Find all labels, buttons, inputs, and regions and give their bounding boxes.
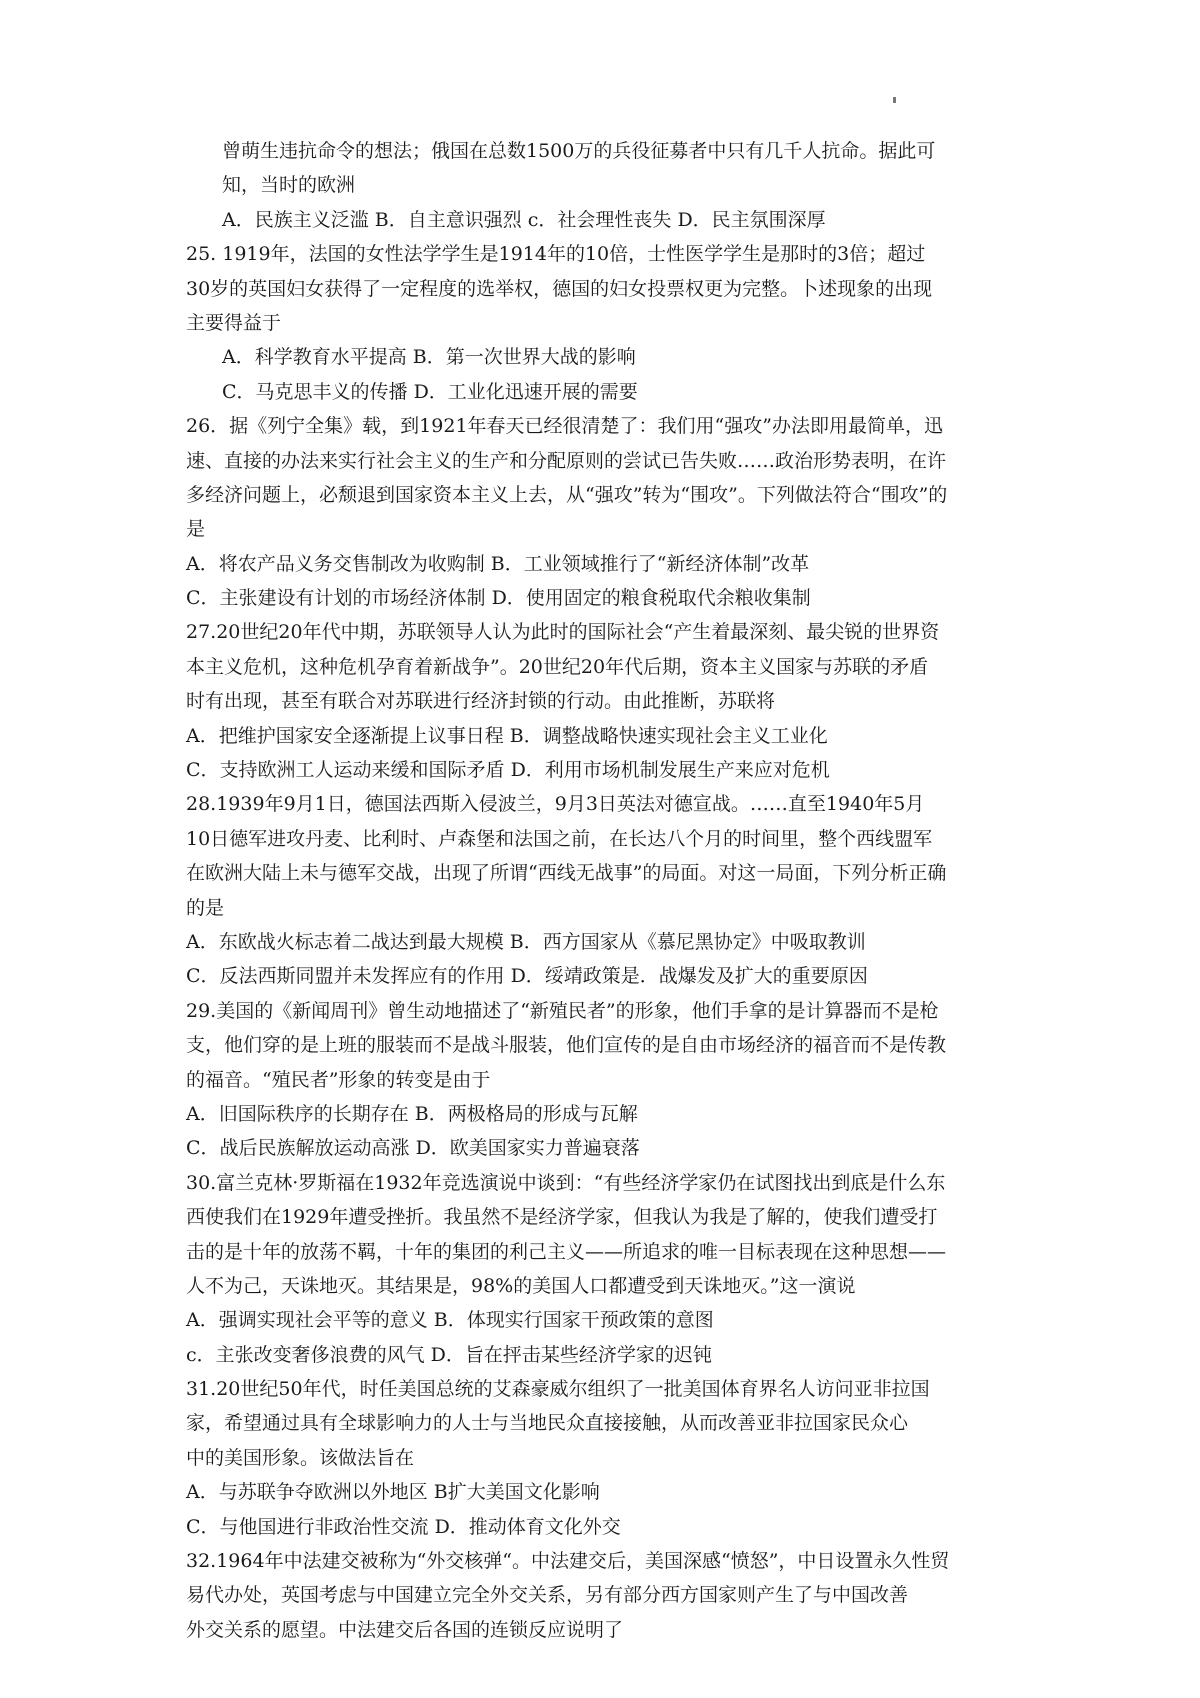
text-line: 31.20世纪50年代，时任美国总统的艾森豪威尔组织了一批美国体育界名人访问亚非拉国 [186,1378,930,1401]
text-line: 多经济问题上，必颓退到国家资本主义上去，从“强攻”转为“围攻”。下列做法符合“围攻”的 [186,483,948,506]
text-line: 26．据《列宁全集》载，到1921年春天已经很清楚了：我们用“强攻”办法即用最简单，迅 [186,415,943,438]
text-line: 支，他们穿的是上班的服装而不是战斗服装，他们宣传的是自由市场经济的福音而不是传教 [186,1034,947,1057]
text-line: 击的是十年的放荡不羁，十年的集团的利己主义——所追求的唯一目标表现在这种思想—— [186,1240,947,1263]
text-line: A．将农产品义务交售制改为收购制 B．工业领域推行了“新经济体制”改革 [186,552,810,575]
text-line: A．与苏联争夺欧洲以外地区 B扩大美国文化影响 [186,1481,600,1504]
text-line: 的是 [186,896,225,919]
question-text-block [186,134,1026,1647]
text-line: A．科学教育水平提高 B．第一次世界大战的影响 [222,346,636,369]
text-line: C．主张建设有计划的市场经济体制 D．使用固定的粮食税取代余粮收集制 [186,587,811,610]
text-line: 25. 1919年，法国的女性法学学生是1914年的10倍，士性医学学生是那时的3倍；超过 [186,243,926,266]
text-line: 是 [186,518,206,541]
text-line: 32.1964年中法建交被称为“外交核弹“。中法建交后，美国深感“愤怒”，中日设置永久性贸 [186,1550,950,1573]
text-line: 30岁的英国妇女获得了一定程度的选举权，德国的妇女投票权更为完整。卜述现象的出现 [186,277,933,300]
text-line: C．反法西斯同盟并未发挥应有的作用 D．绥靖政策是．战爆发及扩大的重要原因 [186,965,868,988]
text-line: 在欧洲大陆上未与德军交战，出现了所谓“西线无战事”的局面。对这一局面，下列分析正确 [186,862,947,885]
text-line: 主要得益于 [186,311,282,334]
text-line: C．与他国进行非政治性交流 D．推动体育文化外交 [186,1515,621,1538]
text-line: 速、直接的办法来实行社会主义的生产和分配原则的尝试已告失败……政治形势表明，在许 [186,449,947,472]
text-line: 的福音。“殖民者”形象的转变是由于 [186,1068,491,1091]
text-line: 29.美国的《新闻周刊》曾生动地描述了“新殖民者”的形象，他们手拿的是计算器而不是枪 [186,999,939,1022]
text-line: A．民族主义泛滥 B．自主意识强烈 c．社会理性丧失 D．民主氛围深厚 [222,208,826,231]
text-line: 家，希望通过具有全球影响力的人士与当地民众直接接触，从而改善亚非拉国家民众心 [186,1412,909,1435]
text-line: c．主张改变奢侈浪费的风气 D．旨在抨击某些经济学家的迟钝 [186,1343,712,1366]
text-line: C．支持欧洲工人运动来缓和国际矛盾 D．利用市场机制发展生产来应对危机 [186,759,830,782]
text-line: A．东欧战火标志着二战达到最大规模 B．西方国家从《慕尼黑协定》中吸取教训 [186,930,866,953]
text-line: A．把维护国家安全逐渐提上议事日程 B．调整战略快速实现社会主义工业化 [186,724,828,747]
text-line: 28.1939年9月1日，德国法西斯入侵波兰，9月3日英法对德宣战。……直至1940年5月 [186,793,925,816]
text-line: C．战后民族解放运动高涨 D．欧美国家实力普遍衰落 [186,1137,640,1160]
text-line: 外交关系的愿望。中法建交后各国的连锁反应说明了 [186,1618,624,1641]
text-line: 西使我们在1929年遭受挫折。我虽然不是经济学家，但我认为我是了解的，使我们遭受打 [186,1206,938,1229]
text-line: 曾萌生违抗命令的想法；俄国在总数1500万的兵役征募者中只有几千人抗命。据此可 [222,140,936,162]
text-line: 易代办处，英国考虑与中国建立完全外交关系，另有部分西方国家则产生了与中国改善 [186,1584,909,1607]
text-line: A．强调实现社会平等的意义 B．体现实行国家干预政策的意图 [186,1309,714,1332]
page-mark [893,97,896,103]
text-line: 10日德军进攻丹麦、比利时、卢森堡和法国之前，在长达八个月的时间里，整个西线盟军 [186,827,933,850]
text-line: C．马克思丰义的传播 D．工业化迅速开展的需要 [222,380,638,403]
text-line: 知，当时的欧洲 [222,174,356,197]
text-line: 27.20世纪20年代中期，苏联领导人认为此时的国际社会“产生着最深刻、最尖锐的世界资 [186,621,940,644]
text-line: 30.富兰克林·罗斯福在1932年竞选演说中谈到：“有些经济学家仍在试图找出到底是什么东 [186,1171,946,1194]
text-line: A．旧国际秩序的长期存在 B．两极格局的形成与瓦解 [186,1102,638,1125]
text-line: 时有出现，甚至有联合对苏联进行经济封锁的行动。由此推断，苏联将 [186,690,776,713]
text-line: 中的美国形象。该做法旨在 [186,1446,415,1469]
text-line: 本主义危机，这种危机孕育着新战争”。20世纪20年代后期，资本主义国家与苏联的矛盾 [186,655,929,678]
text-line: 人不为己，天诛地灭。其结果是，98%的美国人口都遭受到天诛地灭。”这一演说 [186,1274,856,1297]
